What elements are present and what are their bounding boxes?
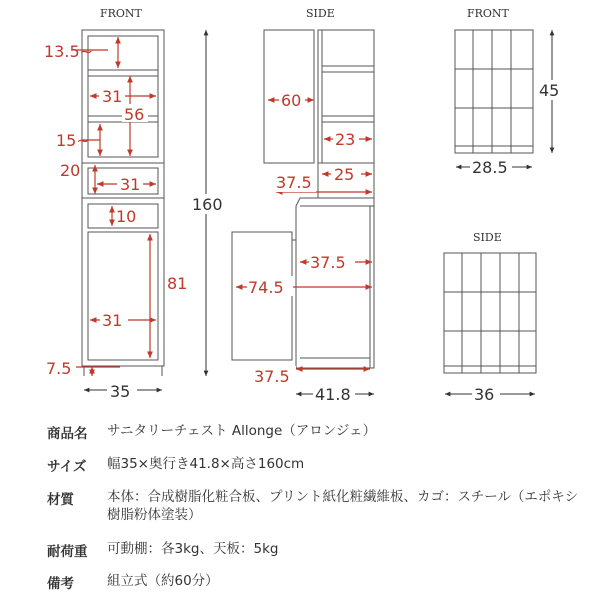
dim-total-width: 35 <box>110 382 131 401</box>
cabinet-side-view <box>232 7 374 404</box>
dim-total-depth: 41.8 <box>315 385 351 404</box>
dim-foot-height: 7.5 <box>46 359 72 378</box>
spec-label: 耐荷重 <box>47 544 88 560</box>
dim-shelf-gap-mid: 15~ <box>56 131 90 150</box>
spec-value: 幅35×奥行き41.8×高さ160cm <box>107 456 305 472</box>
basket-side-view <box>444 231 536 404</box>
dim-upper-depth: 23 <box>335 130 356 149</box>
front-lower-door <box>88 232 158 360</box>
basket-front-label: FRONT <box>467 7 509 20</box>
dim-bottom-depth: 37.5 <box>254 367 290 386</box>
dim-shelf-gap-top: 13.5~ <box>44 42 94 61</box>
spec-label: サイズ <box>47 459 87 475</box>
spec-label: 備考 <box>47 576 74 592</box>
basket-side-outline <box>444 253 536 373</box>
dim-lower-height: 81 <box>167 274 188 293</box>
basket-front-view <box>455 7 566 177</box>
dim-open-shelf-width: 31 <box>120 175 141 194</box>
dim-lower-width: 31 <box>102 311 123 330</box>
cabinet-side-label: SIDE <box>306 7 335 20</box>
side-lower-body <box>296 198 374 368</box>
dim-upper-height: 56 <box>124 105 145 124</box>
dim-lower-door-depth: 74.5 <box>248 278 284 297</box>
spec-value: 組立式（約60分） <box>107 573 219 589</box>
cabinet-front-view <box>44 7 226 401</box>
spec-value: 本体：合成樹脂化粧合板、プリント紙化粧繊維板、カゴ：スチール（エポキシ樹脂粉体塗装） <box>107 489 579 523</box>
cabinet-front-label: FRONT <box>100 7 142 20</box>
dim-total-height: 160 <box>192 195 223 214</box>
basket-front-outline <box>455 30 533 153</box>
dim-mid-depth-left: 37.5 <box>276 173 312 192</box>
basket-side-label: SIDE <box>473 231 502 244</box>
dim-mid-depth-right: 25 <box>334 165 355 184</box>
dim-upper-door-depth: 60 <box>281 91 302 110</box>
dim-drawer-height: 10 <box>116 207 137 226</box>
spec-value: サニタリーチェスト Allonge（アロンジェ） <box>107 423 377 439</box>
dim-open-shelf-height: 20 <box>60 161 81 180</box>
spec-label: 材質 <box>47 492 74 508</box>
dim-lower-inner-depth: 37.5 <box>310 253 346 272</box>
dim-basket-height: 45 <box>539 81 560 100</box>
spec-label: 商品名 <box>47 426 88 442</box>
dim-basket-depth: 36 <box>474 385 495 404</box>
dim-basket-width: 28.5 <box>472 158 508 177</box>
dim-shelf-width-upper: 31 <box>102 87 123 106</box>
spec-value: 可動棚：各3kg、天板：5kg <box>107 541 279 557</box>
